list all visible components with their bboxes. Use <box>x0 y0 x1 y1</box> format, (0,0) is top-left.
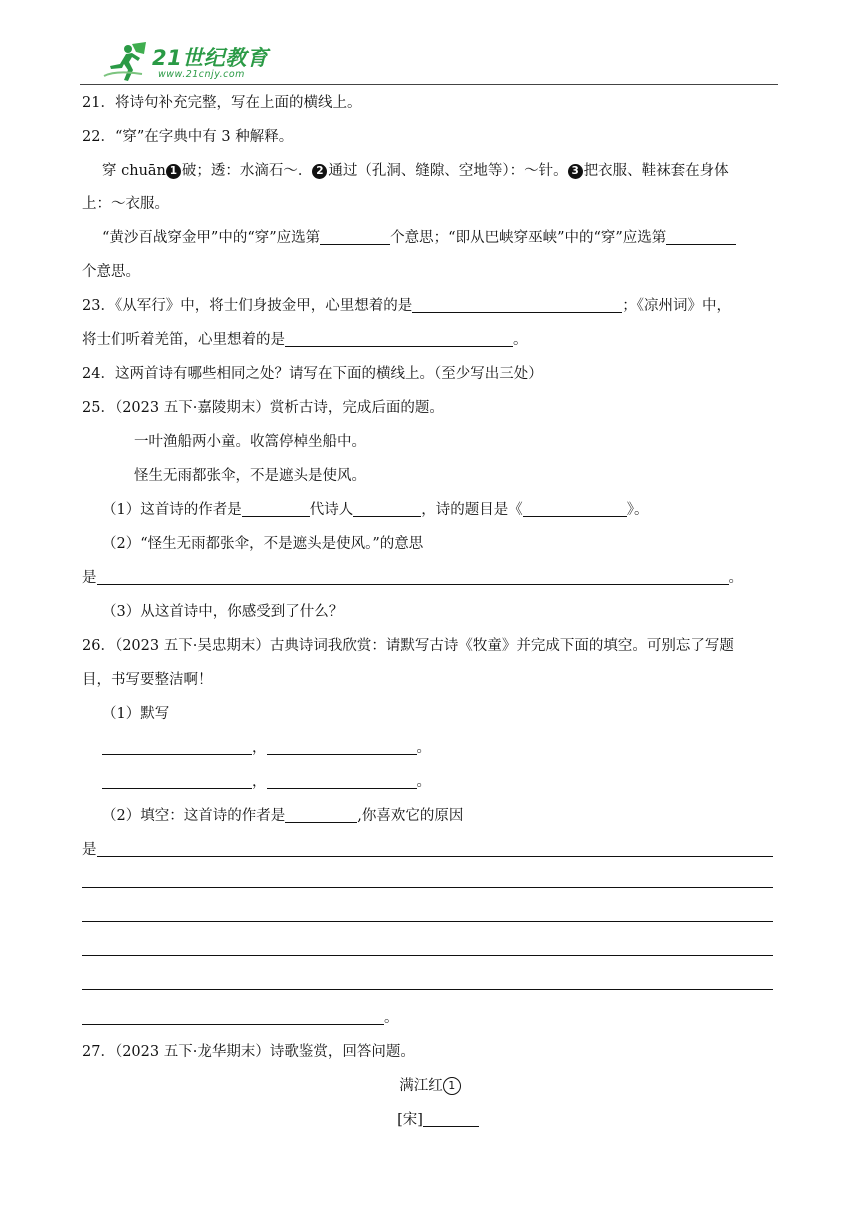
question-22-end: 个意思。 <box>82 264 140 280</box>
answer-blank[interactable] <box>82 1009 384 1025</box>
runner-logo-icon <box>102 40 152 84</box>
poem-line-1: 一叶渔船两小童。收篙停棹坐船中。 <box>134 434 366 450</box>
footnote-1-icon: 1 <box>443 1077 461 1095</box>
answer-blank[interactable] <box>102 773 252 789</box>
answer-blank[interactable] <box>353 501 421 517</box>
poem-line-2: 怪生无雨都张伞，不是遮头是使风。 <box>134 468 366 484</box>
header-divider <box>80 84 778 85</box>
question-21: 21．将诗句补充完整，写在上面的横线上。 <box>82 95 362 111</box>
def-head: 穿 chuān <box>102 163 166 179</box>
question-26-1: （1）默写 <box>102 706 170 722</box>
question-26-2: （2）填空：这首诗的作者是 ,你喜欢它的原因 <box>102 808 464 824</box>
answer-blank[interactable] <box>97 841 773 857</box>
answer-blank[interactable] <box>320 229 390 245</box>
answer-blank[interactable] <box>523 501 627 517</box>
logo-text: 21世纪教育 <box>152 46 269 70</box>
answer-blank[interactable] <box>285 807 357 823</box>
def-1: 破；透：水滴石～． <box>181 163 313 179</box>
question-24: 24．这两首诗有哪些相同之处？请写在下面的横线上。（至少写出三处） <box>82 366 543 382</box>
page-header <box>80 40 778 86</box>
number-2-icon: 2 <box>312 164 327 179</box>
answer-blank[interactable] <box>242 501 310 517</box>
answer-blank[interactable] <box>97 569 729 585</box>
answer-blank[interactable] <box>666 229 736 245</box>
number-3-icon: 3 <box>568 164 583 179</box>
question-26-reason-end: 。 <box>82 1008 399 1028</box>
question-25-title: 25．（2023 五下·嘉陵期末）赏析古诗，完成后面的题。 <box>82 400 444 416</box>
question-25-3: （3）从这首诗中，你感受到了什么？ <box>102 604 344 620</box>
answer-blank[interactable] <box>267 773 417 789</box>
question-22-title: 22．“穿”在字典中有 3 种解释。 <box>82 129 294 145</box>
question-26-reason-start: 是 <box>82 840 773 860</box>
answer-rule[interactable] <box>82 887 773 888</box>
answer-blank[interactable] <box>412 297 622 313</box>
def-3: 把衣服、鞋袜套在身体 <box>583 163 729 179</box>
question-22-fill: “黄沙百战穿金甲”中的“穿”应选第 个意思；“即从巴峡穿巫峡”中的“穿”应选第 <box>102 228 736 248</box>
question-26-title: 26．（2023 五下·吴忠期末）古典诗词我欣赏：请默写古诗《牧童》并完成下面的填空。可别忘了写题 <box>82 638 734 654</box>
logo-url: www.21cnjy.com <box>158 69 245 80</box>
site-logo <box>102 40 302 86</box>
question-25-2-answer: 是 。 <box>82 570 743 586</box>
poem-author-line: [宋] <box>8 1110 860 1130</box>
question-26-title-cont: 目，书写要整洁啊！ <box>82 672 213 688</box>
question-25-2: （2）“怪生无雨都张伞，不是遮头是使风。”的意思 <box>102 536 424 552</box>
answer-blank[interactable] <box>102 739 252 755</box>
answer-blank[interactable] <box>285 331 513 347</box>
number-1-icon: 1 <box>166 164 181 179</box>
answer-blank[interactable] <box>267 739 417 755</box>
answer-rule[interactable] <box>82 955 773 956</box>
def-3-cont: 上：～衣服。 <box>82 196 169 212</box>
dictionary-definitions <box>102 161 729 181</box>
question-23-line1: 23．《从军行》中，将士们身披金甲，心里想着的是 ；《凉州词》中， <box>82 298 731 314</box>
question-25-1: （1）这首诗的作者是 代诗人 ，诗的题目是《 》。 <box>102 502 649 518</box>
answer-blank[interactable] <box>423 1111 479 1127</box>
recite-line-1: ， 。 <box>102 738 431 758</box>
poem-title: 满江红 1 <box>0 1076 860 1096</box>
def-2: 通过（孔洞、缝隙、空地等）：～针。 <box>328 163 568 179</box>
answer-rule[interactable] <box>82 921 773 922</box>
answer-rule[interactable] <box>82 989 773 990</box>
question-27-title: 27．（2023 五下·龙华期末）诗歌鉴赏，回答问题。 <box>82 1044 415 1060</box>
question-23-line2: 将士们听着羌笛，心里想着的是 。 <box>82 332 528 348</box>
recite-line-2: ， 。 <box>102 772 431 792</box>
